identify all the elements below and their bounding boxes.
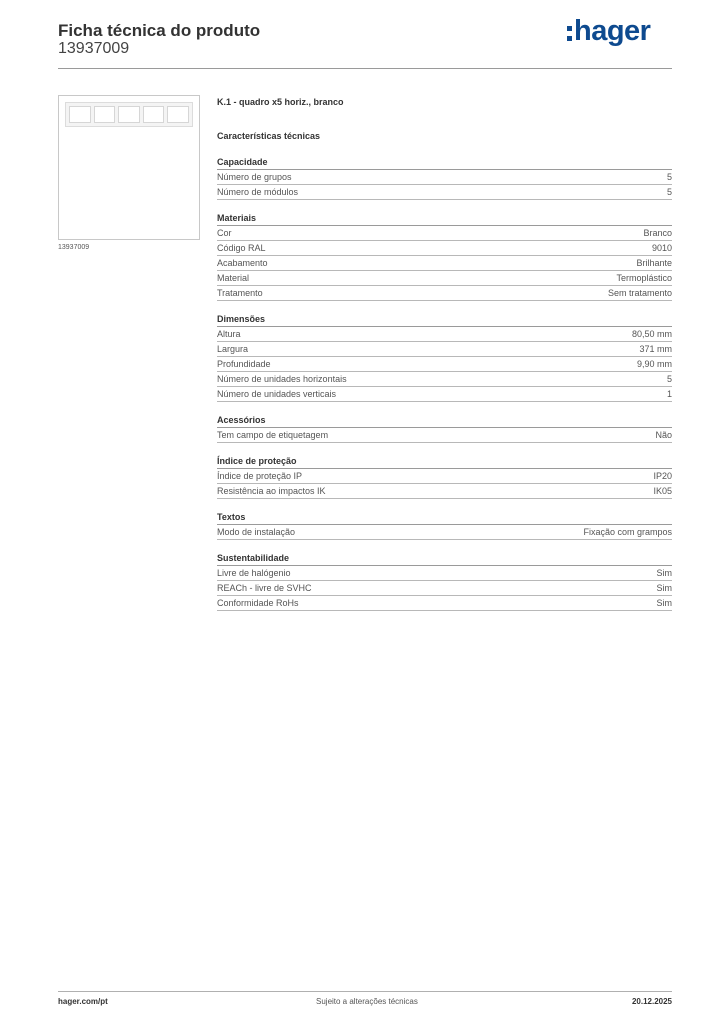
spec-section xyxy=(217,211,672,301)
spec-value: 5 xyxy=(666,187,672,197)
spec-section xyxy=(217,413,672,443)
spec-section xyxy=(217,454,672,499)
spec-value: Não xyxy=(655,430,672,440)
spec-label: Tratamento xyxy=(217,288,263,298)
spec-value: Branco xyxy=(643,228,672,238)
spec-value: 1 xyxy=(666,389,672,399)
spec-section xyxy=(217,551,672,611)
spec-row xyxy=(217,469,672,484)
spec-row xyxy=(217,387,672,402)
spec-value: IP20 xyxy=(653,471,672,481)
spec-row xyxy=(217,484,672,499)
spec-value: IK05 xyxy=(653,486,672,496)
spec-section xyxy=(217,155,672,200)
product-name: K.1 - quadro x5 horiz., branco xyxy=(217,97,344,107)
product-image xyxy=(58,95,200,240)
section-title: Sustentabilidade xyxy=(217,551,672,566)
spec-row xyxy=(217,357,672,372)
spec-value: Sim xyxy=(656,583,672,593)
spec-label: Modo de instalação xyxy=(217,527,296,537)
spec-label: Índice de proteção IP xyxy=(217,471,303,481)
spec-label: Código RAL xyxy=(217,243,266,253)
spec-label: Conformidade RoHs xyxy=(217,598,299,608)
spec-label: Profundidade xyxy=(217,359,271,369)
spec-label: REACh - livre de SVHC xyxy=(217,583,312,593)
spec-row xyxy=(217,271,672,286)
header-divider xyxy=(58,68,672,69)
spec-row xyxy=(217,581,672,596)
image-caption: 13937009 xyxy=(58,244,90,251)
section-title: Dimensões xyxy=(217,312,672,327)
spec-label: Cor xyxy=(217,228,232,238)
hager-logo xyxy=(567,15,650,47)
footer-date: 20.12.2025 xyxy=(631,997,672,1006)
frame-illustration xyxy=(65,102,193,127)
section-title: Textos xyxy=(217,510,672,525)
spec-row xyxy=(217,566,672,581)
footer-divider xyxy=(58,991,672,992)
spec-value: 5 xyxy=(666,172,672,182)
spec-value: 5 xyxy=(666,374,672,384)
spec-label: Número de unidades verticais xyxy=(217,389,337,399)
spec-value: Sim xyxy=(656,568,672,578)
spec-label: Livre de halógenio xyxy=(217,568,291,578)
spec-row xyxy=(217,170,672,185)
logo-dots-icon xyxy=(567,26,572,41)
spec-row xyxy=(217,525,672,540)
spec-value: 9,90 mm xyxy=(636,359,672,369)
spec-row xyxy=(217,372,672,387)
product-code: 13937009 xyxy=(58,40,130,57)
spec-row xyxy=(217,327,672,342)
spec-row xyxy=(217,342,672,357)
spec-row xyxy=(217,596,672,611)
section-title: Acessórios xyxy=(217,413,672,428)
spec-section xyxy=(217,510,672,540)
spec-value: Fixação com grampos xyxy=(583,527,672,537)
spec-value: 9010 xyxy=(651,243,672,253)
spec-value: Termoplástico xyxy=(616,273,672,283)
spec-sections xyxy=(217,155,672,611)
tech-heading: Características técnicas xyxy=(217,131,321,141)
spec-row xyxy=(217,241,672,256)
spec-value: 80,50 mm xyxy=(631,329,672,339)
spec-row xyxy=(217,428,672,443)
spec-label: Material xyxy=(217,273,250,283)
spec-value: Brilhante xyxy=(636,258,672,268)
section-title: Índice de proteção xyxy=(217,454,672,469)
spec-content xyxy=(217,96,672,611)
spec-row xyxy=(217,185,672,200)
section-title: Materiais xyxy=(217,211,672,226)
spec-value: Sem tratamento xyxy=(607,288,672,298)
spec-label: Número de grupos xyxy=(217,172,292,182)
spec-value: 371 mm xyxy=(639,344,672,354)
page-title: Ficha técnica do produto xyxy=(58,21,261,40)
footer-notice: Sujeito a alterações técnicas xyxy=(316,997,418,1006)
spec-label: Número de módulos xyxy=(217,187,299,197)
spec-label: Número de unidades horizontais xyxy=(217,374,347,384)
spec-label: Altura xyxy=(217,329,241,339)
footer-website: hager.com/pt xyxy=(58,997,108,1006)
spec-label: Resistência ao impactos IK xyxy=(217,486,326,496)
spec-row xyxy=(217,256,672,271)
spec-label: Largura xyxy=(217,344,249,354)
spec-section xyxy=(217,312,672,402)
spec-label: Tem campo de etiquetagem xyxy=(217,430,329,440)
section-title: Capacidade xyxy=(217,155,672,170)
spec-row xyxy=(217,226,672,241)
spec-label: Acabamento xyxy=(217,258,268,268)
spec-value: Sim xyxy=(656,598,672,608)
spec-row xyxy=(217,286,672,301)
logo-text: hager xyxy=(574,14,651,47)
